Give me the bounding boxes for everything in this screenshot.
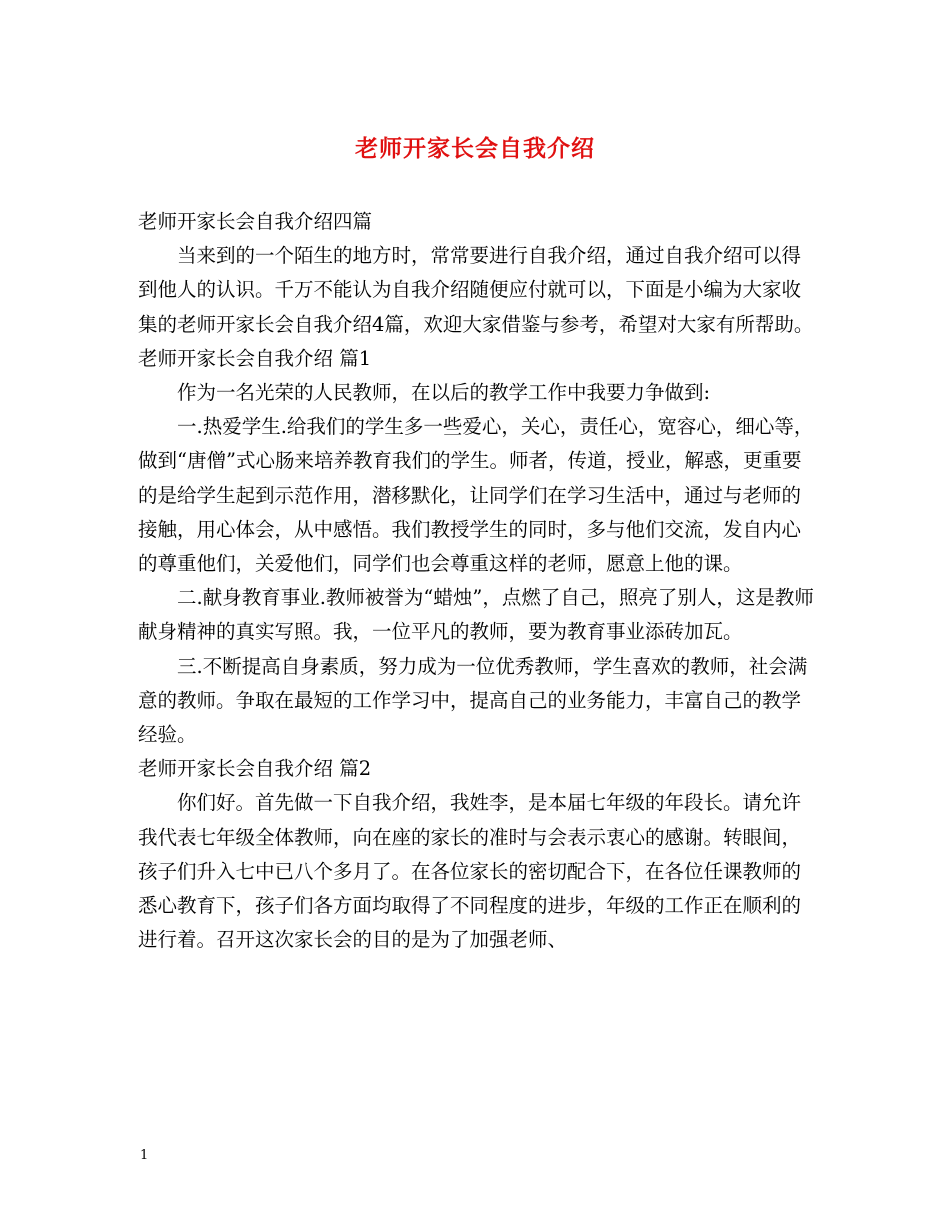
document-title: 老师开家长会自我介绍 (355, 135, 595, 162)
subtitle-line: 老师开家长会自我介绍四篇 (138, 210, 373, 233)
paragraph: 作为一名光荣的人民教师，在以后的教学工作中我要力争做到: (177, 381, 711, 405)
intro-paragraph: 当来到的一个陌生的地方时，常常要进行自我介绍，通过自我介绍可以得到他人的认识。千万不能认为自我介绍随便应付就可以，下面是小编为大家收集的老师开家长会自我介绍4篇，欢迎大家借鉴与参考，希望对大家有所帮助。 (138, 244, 814, 336)
section-heading-1: 老师开家长会自我介绍 篇1 (138, 346, 372, 370)
section-heading-2: 老师开家长会自我介绍 篇2 (138, 757, 372, 781)
page-number: 1 (140, 1148, 149, 1163)
paragraph: 二.献身教育事业.教师被誉为“蜡烛”，点燃了自己，照亮了别人，这是教师献身精神的真实写照。我，一位平凡的教师，要为教育事业添砖加瓦。 (138, 586, 814, 644)
paragraph: 三.不断提高自身素质，努力成为一位优秀教师，学生喜欢的教师，社会满意的教师。争取在最短的工作学习中，提高自己的业务能力，丰富自己的教学经验。 (138, 654, 808, 747)
paragraph: 你们好。首先做一下自我介绍，我姓李，是本届七年级的年段长。请允许我代表七年级全体教师，向在座的家长的准时与会表示衷心的感谢。转眼间，孩子们升入七中已八个多月了。在各位家长的密切配合下，在各位任课教师的悉心教育下，孩子们各方面均取得了不同程度的进步，年级的工作正在顺利的进行着。召开这次家长会的目的是为了加强老师、 (138, 791, 802, 952)
document-body (138, 205, 818, 957)
paragraph: 一.热爱学生.给我们的学生多一些爱心，关心，责任心，宽容心，细心等，做到“唐僧”式心肠来培养教育我们的学生。师者，传道，授业，解惑，更重要的是给学生起到示范作用，潜移默化，让同学们在学习生活中，通过与老师的接触，用心体会，从中感悟。我们教授学生的同时，多与他们交流，发自内心的尊重他们，关爱他们，同学们也会尊重这样的老师，愿意上他的课。 (138, 415, 814, 576)
